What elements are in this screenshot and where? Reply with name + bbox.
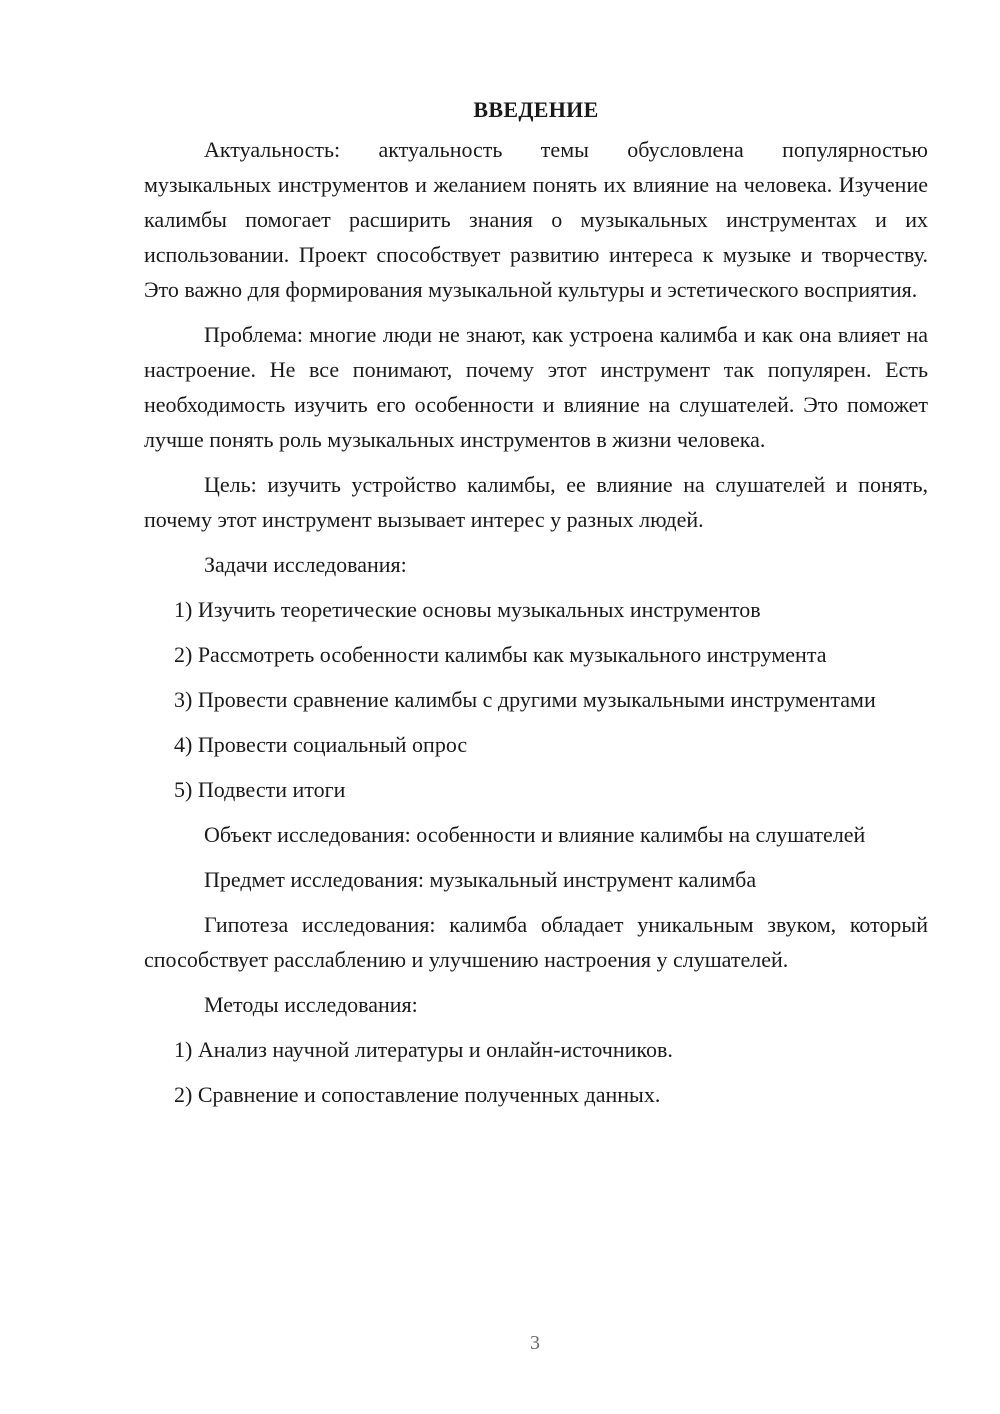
task-item: 3) Провести сравнение калимбы с другими музыкальными инструментами [174, 687, 876, 712]
task-item: 5) Подвести итоги [174, 777, 346, 802]
research-object: Объект исследования: особенности и влияние калимбы на слушателей [204, 822, 866, 847]
research-hypothesis: Гипотеза исследования: калимба обладает уникальным звуком, который способствует расслаблению и улучшению настроения у слушателей. [144, 912, 928, 972]
tasks-heading: Задачи исследования: [204, 552, 407, 577]
section-title: ВВЕДЕНИЕ [473, 97, 599, 122]
research-subject: Предмет исследования: музыкальный инструмент калимба [204, 867, 757, 892]
task-item: 2) Рассмотреть особенности калимбы как музыкального инструмента [174, 642, 827, 667]
task-item: 4) Провести социальный опрос [174, 732, 468, 757]
methods-heading: Методы исследования: [204, 992, 418, 1017]
document-page [144, 92, 928, 1122]
method-item: 1) Анализ научной литературы и онлайн-источников. [174, 1037, 673, 1062]
relevance-paragraph: Актуальность: актуальность темы обусловлена популярностью музыкальных инструментов и желанием понять их влияние на человека. Изучение калимбы помогает расширить знания о музыкальных инструментах и их использовании. Проект способствует развитию интереса к музыке и творчеству. Это важно для формирования музыкальной культуры и эстетического восприятия. [144, 137, 928, 302]
page-number: 3 [530, 1332, 540, 1354]
method-item: 2) Сравнение и сопоставление полученных данных. [174, 1082, 661, 1107]
goal-paragraph: Цель: изучить устройство калимбы, ее влияние на слушателей и понять, почему этот инструмент вызывает интерес у разных людей. [144, 472, 928, 532]
task-item: 1) Изучить теоретические основы музыкальных инструментов [174, 597, 761, 622]
problem-paragraph: Проблема: многие люди не знают, как устроена калимба и как она влияет на настроение. Не все понимают, почему этот инструмент так популярен. Есть необходимость изучить его особенности и влияние на слушателей. Это поможет лучше понять роль музыкальных инструментов в жизни человека. [144, 322, 928, 452]
